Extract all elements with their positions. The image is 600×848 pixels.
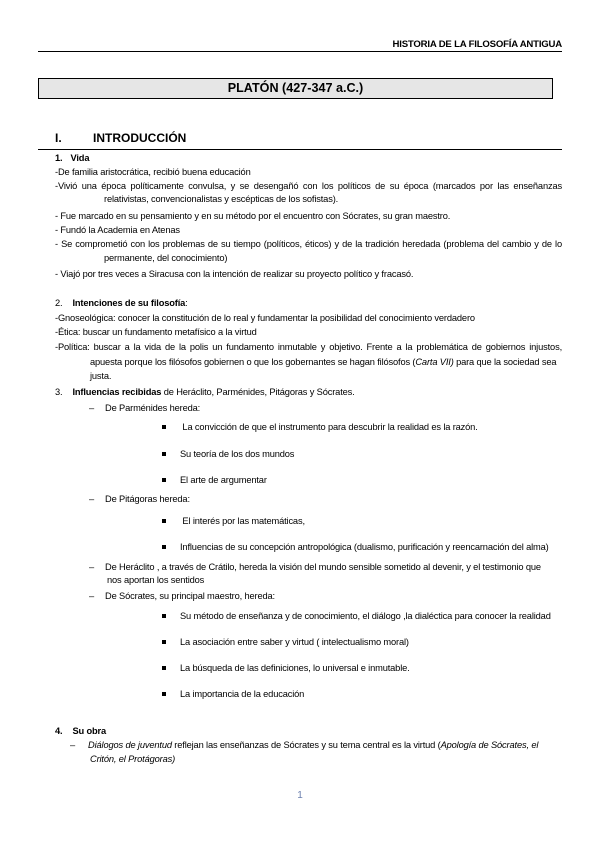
parmenides-label [89, 402, 200, 415]
socrates-item [162, 688, 304, 701]
bullet-square [162, 519, 166, 523]
socrates-item [162, 636, 409, 649]
section-rule [38, 149, 562, 150]
parmenides-item-text: La convicción de que el instrumento para descubrir la realidad es la razón. [180, 422, 478, 432]
parmenides-label-text: De Parménides hereda: [105, 403, 201, 413]
bullet-square [162, 666, 166, 670]
obra-line-2: Critón, el Protágoras) [90, 754, 176, 764]
vida-line-1: -De familia aristocrática, recibió buena educación [55, 167, 251, 177]
intenciones-heading-num: 2. [55, 298, 63, 308]
vida-heading [55, 152, 89, 165]
socrates-item-text: Su método de enseñanza y de conocimiento, el diálogo ,la dialéctica para conocer la realidad [180, 611, 551, 621]
parmenides-item-text: El arte de argumentar [180, 475, 267, 485]
influencias-heading [55, 386, 355, 399]
parmenides-dash: – [89, 403, 95, 413]
heraclito-line-b: nos aportan los sentidos [107, 575, 205, 585]
vida-heading-num: 1. [55, 153, 63, 163]
obra-heading-label: Su obra [72, 726, 107, 736]
parmenides-item-text: Su teoría de los dos mundos [180, 449, 295, 459]
heraclito-dash: – [89, 562, 95, 572]
section-label: INTRODUCCIÓN [93, 131, 187, 145]
vida-line-4: - Fundó la Academia en Atenas [55, 225, 180, 235]
bullet-square [162, 452, 166, 456]
obra-heading-num: 4. [55, 726, 63, 736]
intenciones-line-2: -Ética: buscar un fundamento metafísico a la virtud [55, 327, 257, 337]
bullet-square [162, 614, 166, 618]
obra-dash: – [70, 740, 76, 750]
intenciones-heading-colon: : [185, 298, 188, 308]
pitagoras-item-text: Influencias de su concepción antropológica (dualismo, purificación y reencarnación del alma) [180, 542, 549, 552]
intenciones-line-3a: -Política: buscar a la vida de la polis un fundamento inmutable y objetivo. Frente a la problemática de gobiernos injustos, [55, 342, 562, 352]
running-header: HISTORIA DE LA FILOSOFÍA ANTIGUA [392, 39, 562, 50]
socrates-label [89, 590, 275, 603]
obra-line-1-italic-2: Apología de Sócrates, el [440, 740, 539, 750]
pitagoras-label [89, 493, 190, 506]
heraclito-line-a [89, 561, 541, 574]
pitagoras-dash: – [89, 494, 95, 504]
influencias-heading-rest: de Heráclito, Parménides, Pitágoras y Sócrates. [161, 387, 355, 397]
vida-line-5a: - Se comprometió con los problemas de su tiempo (políticos, éticos) y de la tradición heredada (problema del cambio y de lo [55, 239, 562, 249]
obra-line-1 [70, 739, 538, 752]
heraclito-line-a-text: De Heráclito , a través de Crátilo, hereda la visión del mundo sensible sometido al devenir, y el testimonio que [105, 562, 541, 572]
vida-line-2b: relativistas, convencionalistas y escépticas de los sofistas). [104, 194, 339, 204]
socrates-label-text: De Sócrates, su principal maestro, hereda: [105, 591, 275, 601]
influencias-heading-label: Influencias recibidas [72, 387, 162, 397]
vida-line-3: - Fue marcado en su pensamiento y en su método por el encuentro con Sócrates, su gran maestro. [55, 211, 451, 221]
header-rule [38, 51, 562, 52]
socrates-item [162, 610, 551, 623]
socrates-item-text: La búsqueda de las definiciones, lo universal e inmutable. [180, 663, 410, 673]
bullet-square [162, 478, 166, 482]
pitagoras-item-text: El interés por las matemáticas, [180, 516, 305, 526]
page-number: 1 [297, 790, 303, 801]
intenciones-line-3b-italic: Carta VII) [415, 357, 454, 367]
obra-heading [55, 725, 106, 738]
intenciones-line-3b-text: apuesta porque los filósofos gobiernen o que los gobernantes se hagan filósofos ( [90, 357, 416, 367]
bullet-square [162, 425, 166, 429]
intenciones-line-1: -Gnoseológica: conocer la constitución de lo real y fundamentar la posibilidad del conocimiento verdadero [55, 313, 475, 323]
vida-line-6: - Viajó por tres veces a Siracusa con la intención de realizar su proyecto político y fracasó. [55, 269, 414, 279]
socrates-item [162, 662, 410, 675]
vida-line-5b: permanente, del conocimiento) [104, 253, 228, 263]
bullet-square [162, 545, 166, 549]
influencias-heading-num: 3. [55, 387, 63, 397]
intenciones-line-3b-end: para que la sociedad sea [453, 357, 557, 367]
obra-line-1-italic: Diálogos de juventud [88, 740, 172, 750]
bullet-square [162, 640, 166, 644]
intenciones-heading [55, 297, 188, 310]
vida-line-2a: -Vivió una época políticamente convulsa, y se desengañó con los políticos de su época (marcados por las enseñanzas [55, 181, 562, 191]
parmenides-item [162, 421, 478, 434]
section-heading [55, 131, 186, 145]
pitagoras-label-text: De Pitágoras hereda: [105, 494, 190, 504]
vida-heading-label: Vida [70, 153, 90, 163]
section-number: I. [55, 131, 62, 145]
parmenides-item [162, 474, 267, 487]
socrates-item-text: La importancia de la educación [180, 689, 305, 699]
bullet-square [162, 692, 166, 696]
intenciones-heading-label: Intenciones de su filosofía [72, 298, 186, 308]
obra-line-1-rest: reflejan las enseñanzas de Sócrates y su tema central es la virtud ( [171, 740, 441, 750]
pitagoras-item [162, 541, 549, 554]
intenciones-line-3b [90, 356, 556, 369]
socrates-item-text: La asociación entre saber y virtud ( intelectualismo moral) [180, 637, 409, 647]
parmenides-item [162, 448, 294, 461]
socrates-dash: – [89, 591, 95, 601]
intenciones-line-3c: justa. [90, 371, 112, 381]
document-title: PLATÓN (427-347 a.C.) [38, 78, 553, 99]
pitagoras-item [162, 515, 305, 528]
